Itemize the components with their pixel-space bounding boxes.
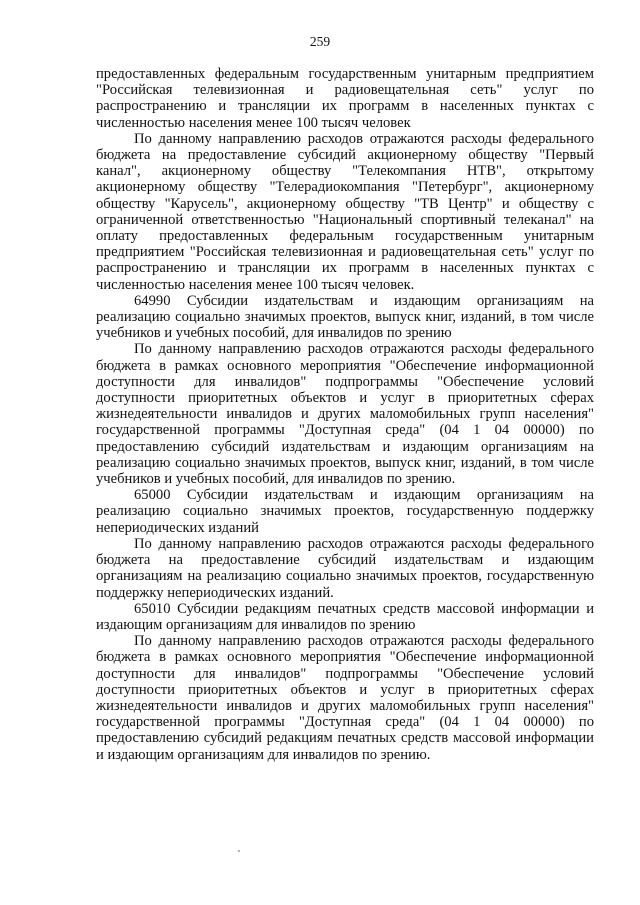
paragraph-1: предоставленных федеральным государственным унитарным предприятием "Российская телевизионная и радиовещательная сеть" услуг по распространению и трансляции их программ в населенных пунктах с численностью населения менее 100 тысяч человек [96, 66, 594, 131]
paragraph-7-heading-65010: 65010 Субсидии редакциям печатных средств массовой информации и издающим организациям для инвалидов по зрению [96, 600, 594, 633]
paragraph-8: По данному направлению расходов отражаются расходы федерального бюджета в рамках основного мероприятия "Обеспечение информационной доступности для инвалидов" подпрограммы "Обеспечение условий доступности приоритетных объектов и услуг в приоритетных сферах жизнедеятельности инвалидов и других маломобильных групп населения" государственной программы "Доступная среда" (04 1 04 00000) по предоставлению субсидий редакциям печатных средств массовой информации и издающим организациям для инвалидов по зрению. [96, 633, 594, 763]
paragraph-4: По данному направлению расходов отражаются расходы федерального бюджета в рамках основного мероприятия "Обеспечение информационной доступности для инвалидов" подпрограммы "Обеспечение условий доступности приоритетных объектов и услуг в приоритетных сферах жизнедеятельности инвалидов и других маломобильных групп населения" государственной программы "Доступная среда" (04 1 04 00000) по предоставлению субсидий издательствам и издающим организациям на реализацию социально значимых проектов, выпуск книг, изданий, в том числе учебников и учебных пособий, для инвалидов по зрению. [96, 341, 594, 488]
paragraph-6: По данному направлению расходов отражаются расходы федерального бюджета на предоставление субсидий издательствам и издающим организациям на реализацию социально значимых проектов, государственную поддержку непериодических изданий. [96, 535, 594, 601]
paragraph-2: По данному направлению расходов отражаются расходы федерального бюджета на предоставление субсидий акционерному обществу "Первый канал", акционерному обществу "Телекомпания НТВ", открытому акционерному обществу "Телерадиокомпания "Петербург", акционерному обществу "Карусель", акционерному обществу "ТВ Центр" и обществу с ограниченной ответственностью "Национальный спортивный телеканал" на оплату предоставленных федеральным государственным унитарным предприятием "Российская телевизионная и радиовещательная сеть" услуг по распространению и трансляции их программ в населенных пунктах с численностью населения менее 100 тысяч человек. [96, 130, 594, 293]
body-text [96, 66, 594, 763]
page-number: 259 [309, 34, 331, 49]
scan-speck [238, 850, 240, 852]
paragraph-5-heading-65000: 65000 Субсидии издательствам и издающим организациям на реализацию социально значимых проектов, государственную поддержку непериодических изданий [96, 487, 594, 536]
paragraph-3-heading-64990: 64990 Субсидии издательствам и издающим организациям на реализацию социально значимых проектов, выпуск книг, изданий, в том числе учебников и учебных пособий, для инвалидов по зрению [96, 292, 594, 342]
